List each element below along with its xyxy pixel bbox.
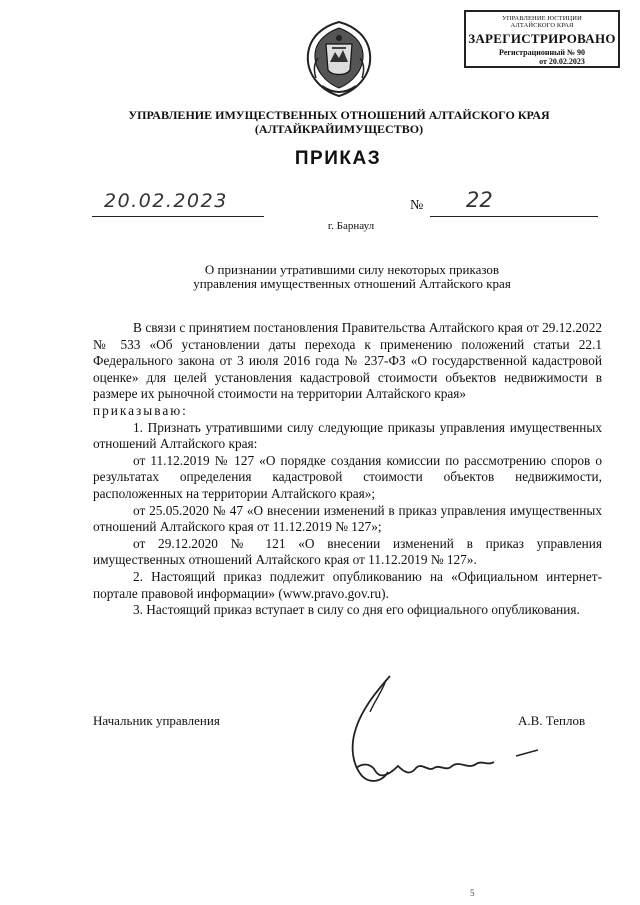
item-3: 3. Настоящий приказ вступает в силу со дня его официального опубликования. — [133, 602, 580, 618]
city: г. Барнаул — [327, 220, 375, 232]
document-type: ПРИКАЗ — [294, 148, 382, 169]
item-1-sub-3: от 29.12.2020 № 121 «О внесении изменений в приказ управления имущественных отношений Алтайского края от 11.12.2019 № 127». — [93, 535, 602, 568]
document-date: 20.02.2023 — [104, 190, 228, 212]
item-1-sub-2: от 25.05.2020 № 47 «О внесении изменений в приказ управления имущественных отношений Алтайского края от 11.12.2019 № 127»; — [93, 502, 602, 535]
item-1-sub-1: от 11.12.2019 № 127 «О порядке создания комиссии по рассмотрению споров о результатах определения кадастровой стоимости объектов недвижимости, расположенных на территории Алтайского края»; — [93, 452, 602, 501]
document-body — [93, 320, 602, 619]
stamp-title: ЗАРЕГИСТРИРОВАНО — [468, 31, 616, 46]
item-2: 2. Настоящий приказ подлежит опубликованию на «Официальном интернет-портале правовой информации» (www.pravo.gov.ru). — [93, 568, 602, 601]
document-subject: О признании утратившими силу некоторых приказов управления имущественных отношений Алтайского края — [193, 262, 511, 291]
item-1: 1. Признать утратившими силу следующие приказы управления имущественных отношений Алтайского края: — [93, 419, 602, 452]
stamp-reg-date: от 20.02.2023 — [539, 57, 585, 66]
number-line — [430, 196, 598, 217]
stamp-reg-number: Регистрационный № 90 — [499, 48, 585, 57]
preamble-paragraph: В связи с принятием постановления Правительства Алтайского края от 29.12.2022 № 533 «Об установлении даты перехода к применению положений статьи 22.1 Федерального закона от 3 июля 2016 года № 237-ФЗ «О государственной кадастровой оценке» для целей установления кадастровой стоимости объектов недвижимости в размере их рыночной стоимости на территории Алтайского края» — [93, 320, 602, 402]
coat-of-arms-emblem — [302, 18, 376, 100]
number-label: № — [410, 198, 424, 213]
document-number: 22 — [466, 188, 493, 212]
footer-mark: 5 — [470, 888, 475, 898]
stamp-org: УПРАВЛЕНИЕ ЮСТИЦИИ АЛТАЙСКОГО КРАЯ — [502, 15, 582, 29]
department-name: УПРАВЛЕНИЕ ИМУЩЕСТВЕННЫХ ОТНОШЕНИЙ АЛТАЙСКОГО КРАЯ (АЛТАЙКРАЙИМУЩЕСТВО) — [128, 108, 550, 136]
signatory-name: А.В. Теплов — [518, 713, 586, 728]
registration-stamp — [464, 10, 620, 68]
handwritten-signature — [312, 672, 552, 802]
order-word: приказываю: — [93, 402, 188, 418]
signatory-position: Начальник управления — [93, 713, 220, 728]
